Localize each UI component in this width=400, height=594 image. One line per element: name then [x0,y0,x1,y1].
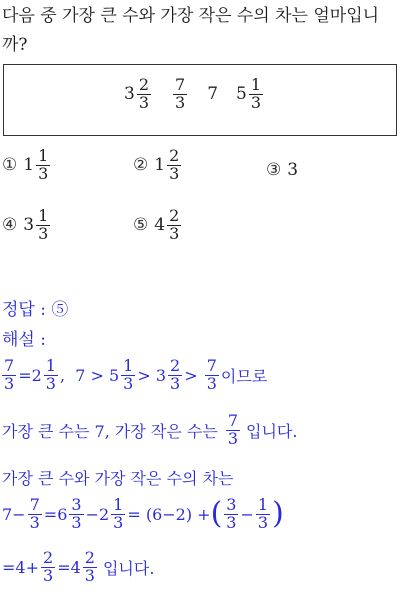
explanation-line-5: =4+ $\frac{2}{3}$ =4 $\frac{2}{3}$ 입니다. [2,548,155,585]
number-fraction: $\frac{2}{3}$ [138,75,150,112]
number-whole: 3 [124,84,135,105]
number-fraction: $\frac{7}{3}$ [175,75,186,112]
answer-label: 정답 : ⑤ [2,300,69,320]
number-fraction: $\frac{1}{3}$ [250,75,262,112]
question-line-2: 까? [2,35,28,55]
option-5[interactable]: ⑤ 4 $\frac{2}{3}$ [133,206,180,243]
question-line-1: 다음 중 가장 큰 수와 가장 작은 수의 차는 얼마입니 [2,6,380,26]
numbers-box [3,64,397,136]
number-item [124,77,153,112]
option-2[interactable]: ② 1 $\frac{2}{3}$ [133,146,180,183]
explanation-label: 해설 : [2,330,46,350]
number-item [236,77,265,112]
number-item [171,77,189,112]
question-text [2,2,398,60]
explanation-line-4: 7− $\frac{7}{3}$ =6 $\frac{3}{3}$ −2 $\frac{1}{3}$ = (6−2) + ( $\frac{3}{3}$ − $\frac{1}{3}$ ) [2,495,284,532]
explanation-line-3: 가장 큰 수와 가장 작은 수의 차는 [2,469,234,488]
numbers-row [124,77,265,112]
explanation-line-1: $\frac{7}{3}$ =2 $\frac{1}{3}$ , 7 > 5 $\frac{1}{3}$ > 3 $\frac{2}{3}$ > $\frac{7}{3}$ 이므로 [4,356,268,393]
number-item [207,84,218,104]
option-3[interactable]: ③ 3 [266,160,299,180]
number-whole: 5 [236,84,247,105]
explanation-line-1-tail: 이므로 [220,366,268,386]
option-4[interactable]: ④ 3 $\frac{1}{3}$ [2,206,49,243]
number-whole: 7 [207,84,219,105]
option-1[interactable]: ① 1 $\frac{1}{3}$ [2,146,49,183]
explanation-line-2: 가장 큰 수는 7, 가장 작은 수는 $\frac{7}{3}$ 입니다. [2,411,298,448]
